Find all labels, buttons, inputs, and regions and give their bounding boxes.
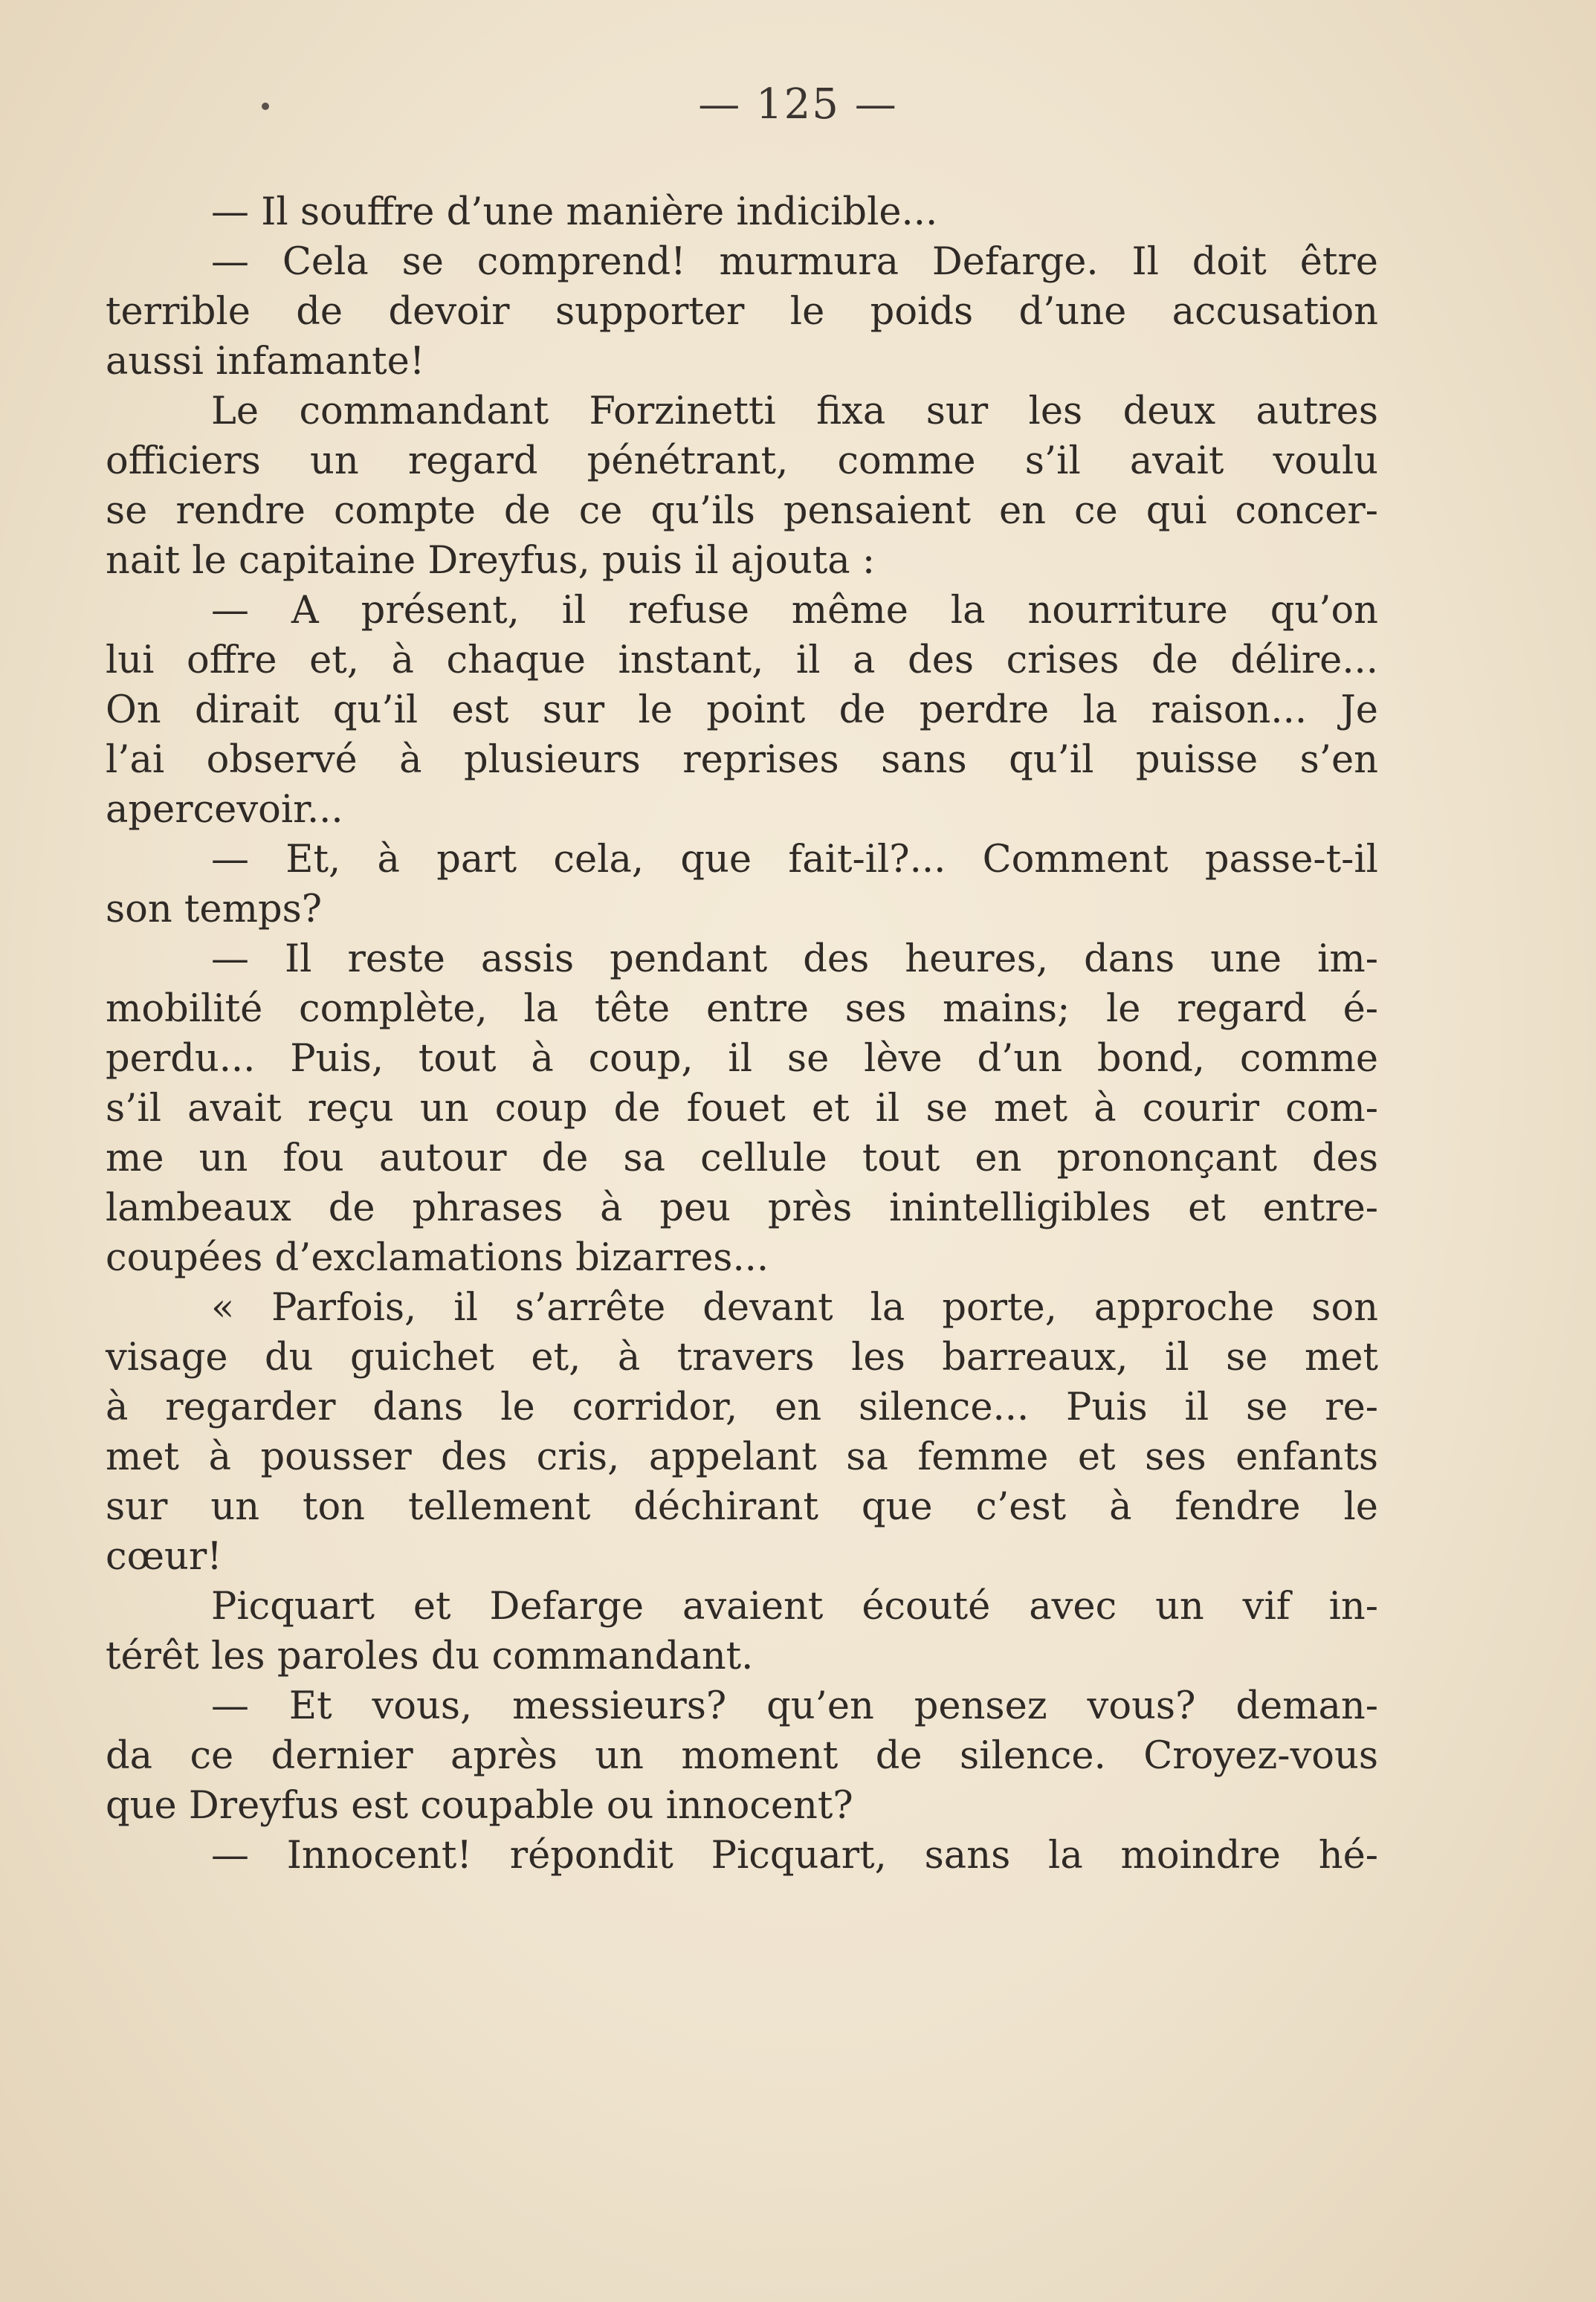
text-line: da ce dernier après un moment de silence. Croyez-vous [106, 1734, 1378, 1778]
text-line: Picquart et Defarge avaient écouté avec un vif in- [211, 1585, 1378, 1629]
text-line: — Innocent! répondit Picquart, sans la moindre hé- [211, 1834, 1378, 1878]
text-line: s’il avait reçu un coup de fouet et il se met à courir com- [106, 1087, 1378, 1131]
text-line: l’ai observé à plusieurs reprises sans qu’il puisse s’en [106, 738, 1378, 782]
text-line: Le commandant Forzinetti fixa sur les deux autres [211, 389, 1378, 433]
text-line: met à pousser des cris, appelant sa femme et ses enfants [106, 1435, 1378, 1479]
text-line: lambeaux de phrases à peu près inintelligibles et entre- [106, 1186, 1378, 1230]
text-line: officiers un regard pénétrant, comme s’il avait voulu [106, 439, 1378, 483]
text-line: On dirait qu’il est sur le point de perdre la raison... Je [106, 688, 1378, 732]
text-line: que Dreyfus est coupable ou innocent? [106, 1784, 853, 1828]
text-line: térêt les paroles du commandant. [106, 1635, 754, 1678]
text-line: apercevoir... [106, 788, 343, 832]
text-line: son temps? [106, 888, 323, 931]
text-line: — A présent, il refuse même la nourriture qu’on [211, 589, 1378, 633]
text-line: perdu... Puis, tout à coup, il se lève d’un bond, comme [106, 1037, 1378, 1081]
text-line: nait le capitaine Dreyfus, puis il ajouta : [106, 539, 876, 583]
text-line: visage du guichet et, à travers les barreaux, il se met [106, 1336, 1378, 1380]
page-number: — 125 — [698, 80, 898, 129]
text-line: me un fou autour de sa cellule tout en prononçant des [106, 1137, 1378, 1180]
text-line: « Parfois, il s’arrête devant la porte, approche son [211, 1286, 1378, 1330]
text-line: coupées d’exclamations bizarres... [106, 1236, 769, 1280]
text-line: — Cela se comprend! murmura Defarge. Il doit être [211, 240, 1378, 284]
text-line: — Il souffre d’une manière indicible... [211, 190, 938, 234]
body-text [106, 187, 1378, 1881]
text-line: terrible de devoir supporter le poids d’une accusation [106, 290, 1378, 334]
text-line: se rendre compte de ce qu’ils pensaient en ce qui concer- [106, 489, 1378, 533]
text-line: — Et, à part cela, que fait-il?... Comment passe-t-il [211, 838, 1378, 882]
text-line: aussi infamante! [106, 340, 425, 384]
text-line: à regarder dans le corridor, en silence... Puis il se re- [106, 1386, 1378, 1429]
text-line: mobilité complète, la tête entre ses mains; le regard é- [106, 987, 1378, 1031]
text-line: lui offre et, à chaque instant, il a des crises de délire... [106, 638, 1378, 682]
text-line: cœur! [106, 1535, 222, 1579]
text-line: — Il reste assis pendant des heures, dans une im- [211, 937, 1378, 981]
text-line: sur un ton tellement déchirant que c’est à fendre le [106, 1485, 1378, 1529]
text-line: — Et vous, messieurs? qu’en pensez vous? deman- [211, 1684, 1378, 1728]
